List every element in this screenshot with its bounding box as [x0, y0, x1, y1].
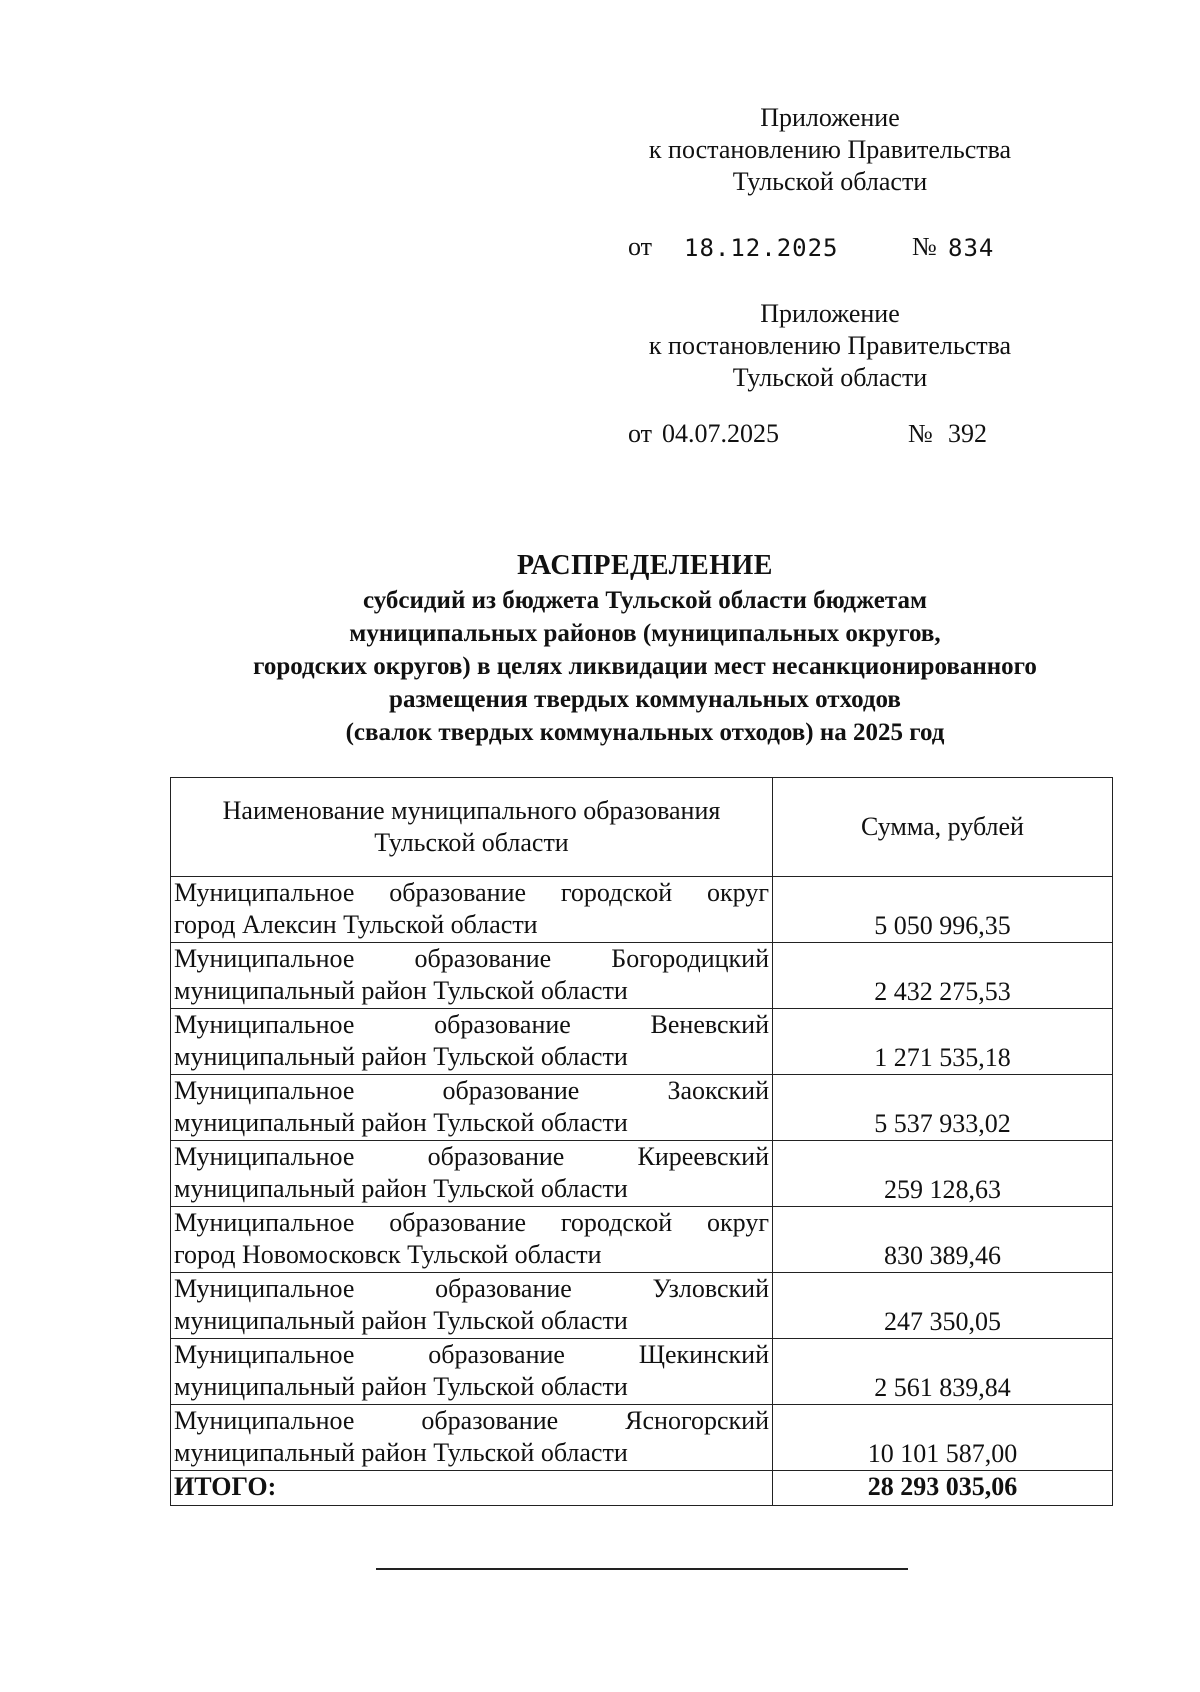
table-header-row — [171, 778, 1113, 877]
table-row — [171, 1141, 1113, 1207]
municipality-cell — [171, 1273, 773, 1339]
registration-line-original — [0, 419, 1200, 455]
table-row — [171, 1207, 1113, 1273]
sum-cell: 2 561 839,84 — [773, 1339, 1113, 1405]
municipality-name-line: Муниципальное образование Заокский — [174, 1076, 769, 1105]
table-row — [171, 1273, 1113, 1339]
total-sum: 28 293 035,06 — [773, 1471, 1113, 1506]
title-line: муниципальных районов (муниципальных округов, — [349, 620, 941, 647]
from-label: от — [628, 232, 653, 261]
municipality-cell — [171, 1405, 773, 1471]
title-line: (свалок твердых коммунальных отходов) на 2025 год — [345, 719, 945, 746]
registration-line-amendment — [0, 232, 1200, 268]
municipality-name-line: муниципальный район Тульской области — [174, 1108, 628, 1137]
sum-cell: 2 432 275,53 — [773, 943, 1113, 1009]
annex-region: Тульской области — [732, 167, 928, 196]
sum-cell: 830 389,46 — [773, 1207, 1113, 1273]
sum-cell: 10 101 587,00 — [773, 1405, 1113, 1471]
total-label: ИТОГО: — [171, 1471, 773, 1506]
municipality-name-line: Муниципальное образование Богородицкий — [174, 944, 769, 973]
municipality-name-line: Муниципальное образование Киреевский — [174, 1142, 769, 1171]
header-municipality-line: Тульской области — [374, 828, 569, 857]
municipality-name-line: Муниципальное образование Веневский — [174, 1010, 769, 1039]
municipality-name-line: город Новомосковск Тульской области — [174, 1240, 602, 1269]
document-title — [150, 548, 1140, 749]
table-row — [171, 877, 1113, 943]
municipality-cell — [171, 943, 773, 1009]
decree-number: 834 — [948, 234, 995, 262]
municipality-cell — [171, 1207, 773, 1273]
sum-cell: 1 271 535,18 — [773, 1009, 1113, 1075]
municipality-cell — [171, 1009, 773, 1075]
annex-subtitle: к постановлению Правительства — [648, 135, 1012, 164]
municipality-name-line: муниципальный район Тульской области — [174, 1372, 628, 1401]
title-main: РАСПРЕДЕЛЕНИЕ — [517, 550, 773, 581]
municipality-cell — [171, 1339, 773, 1405]
municipality-name-line: муниципальный район Тульской области — [174, 1306, 628, 1335]
municipality-name-line: Муниципальное образование Ясногорский — [174, 1406, 769, 1435]
distribution-table — [170, 777, 1113, 1506]
total-row — [171, 1471, 1113, 1506]
from-label: от — [628, 419, 653, 448]
municipality-name-line: муниципальный район Тульской области — [174, 976, 628, 1005]
title-line: городских округов) в целях ликвидации мест несанкционированного — [253, 653, 1037, 680]
municipality-name-line: муниципальный район Тульской области — [174, 1438, 628, 1467]
header-municipality-line: Наименование муниципального образования — [222, 796, 721, 825]
table-row — [171, 1009, 1113, 1075]
decree-date: 18.12.2025 — [684, 234, 839, 262]
annex-header-amendment — [620, 102, 1040, 198]
sum-cell: 259 128,63 — [773, 1141, 1113, 1207]
annex-title: Приложение — [760, 299, 900, 328]
annex-region: Тульской области — [732, 363, 928, 392]
table-row — [171, 1405, 1113, 1471]
municipality-name-line: Муниципальное образование городской округ — [174, 878, 769, 907]
header-municipality — [171, 778, 773, 877]
municipality-name-line: город Алексин Тульской области — [174, 910, 538, 939]
end-rule — [376, 1568, 908, 1570]
number-sign: № — [908, 419, 933, 448]
municipality-name-line: муниципальный район Тульской области — [174, 1174, 628, 1203]
municipality-cell — [171, 1075, 773, 1141]
municipality-name-line: муниципальный район Тульской области — [174, 1042, 628, 1071]
municipality-name-line: Муниципальное образование городской округ — [174, 1208, 769, 1237]
municipality-cell — [171, 1141, 773, 1207]
annex-subtitle: к постановлению Правительства — [648, 331, 1012, 360]
table-row — [171, 1339, 1113, 1405]
header-sum: Сумма, рублей — [773, 778, 1113, 877]
table-row — [171, 1075, 1113, 1141]
municipality-name-line: Муниципальное образование Щекинский — [174, 1340, 769, 1369]
municipality-cell — [171, 877, 773, 943]
annex-header-original — [620, 298, 1040, 394]
decree-date: 04.07.2025 — [662, 419, 779, 448]
sum-cell: 5 537 933,02 — [773, 1075, 1113, 1141]
municipality-name-line: Муниципальное образование Узловский — [174, 1274, 769, 1303]
sum-cell: 5 050 996,35 — [773, 877, 1113, 943]
table-row — [171, 943, 1113, 1009]
number-sign: № — [912, 232, 937, 261]
title-line: размещения твердых коммунальных отходов — [389, 686, 901, 713]
title-line: субсидий из бюджета Тульской области бюджетам — [362, 587, 928, 614]
sum-cell: 247 350,05 — [773, 1273, 1113, 1339]
annex-title: Приложение — [760, 103, 900, 132]
decree-number: 392 — [948, 419, 987, 448]
